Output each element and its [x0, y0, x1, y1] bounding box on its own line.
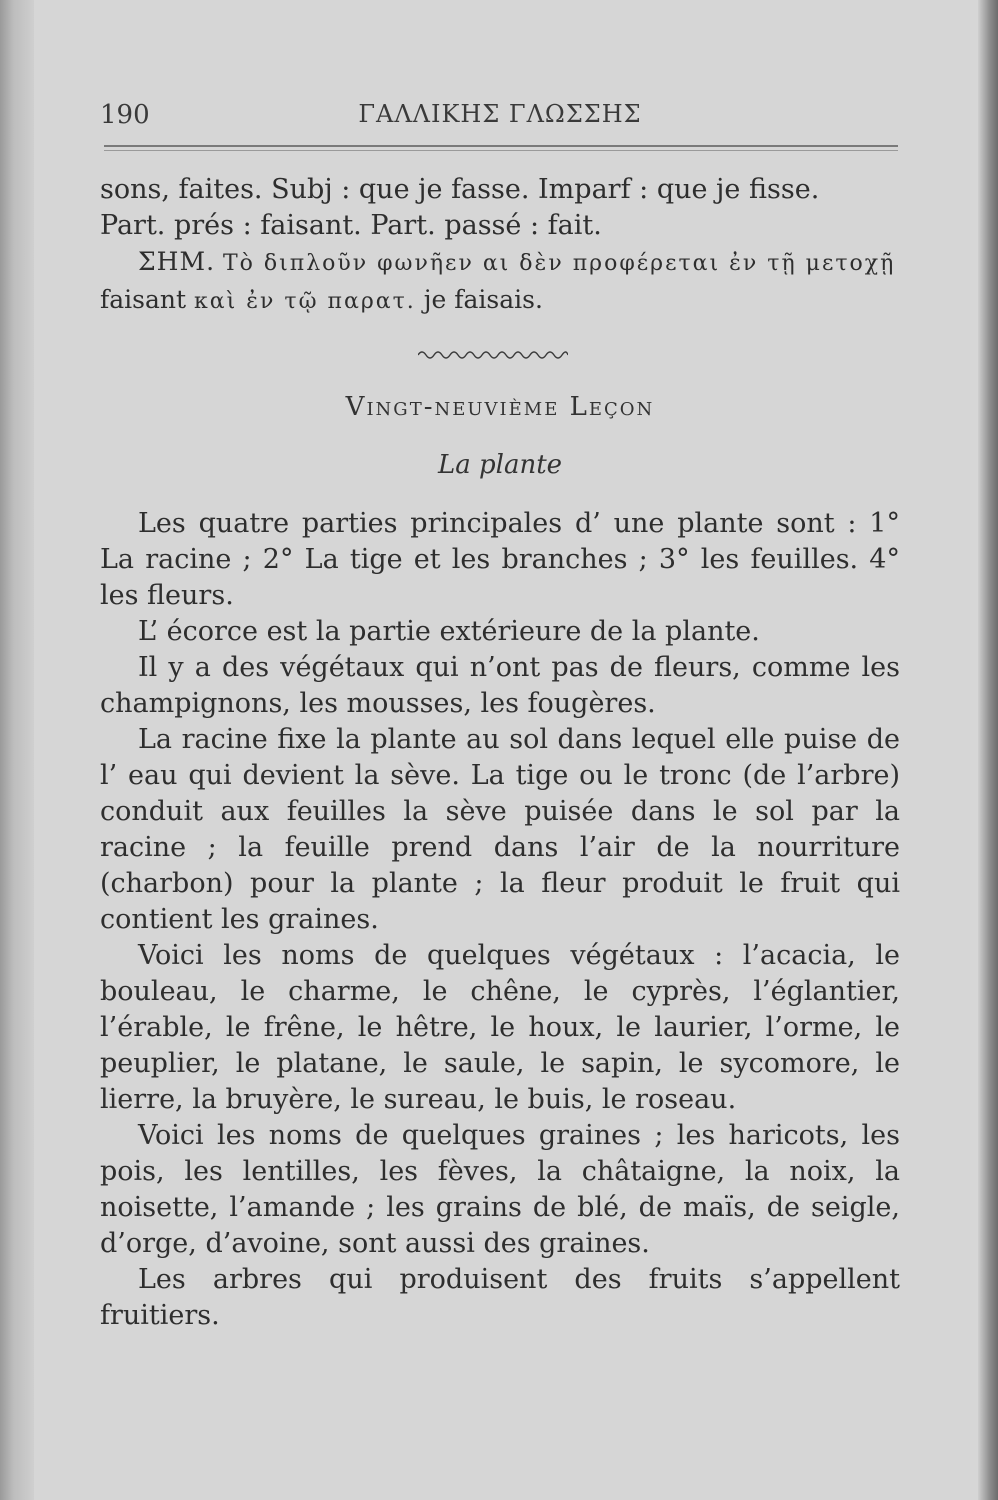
- running-title: ΓΑΛΛΙΚΗΣ ΓΛΩΣΣΗΣ: [358, 100, 642, 128]
- note-french-end: je faisais.: [423, 285, 543, 314]
- paragraph-bark: L’ écorce est la partie extérieure de la plante.: [138, 616, 760, 647]
- header-rule: [104, 145, 898, 147]
- paragraph-plant-names: Voici les noms de quelques végétaux : l’acacia, le bouleau, le charme, le chêne, le cyprès, l’églantier, l’érable, le frêne, le hêtre, le houx, le laurier, l’orme, le peuplier, le platane, le saule, le sapin, le sycomore, le lierre, la bruyère, le sureau, le buis, le roseau.: [100, 940, 900, 1115]
- page-number: 190: [100, 100, 150, 130]
- note-line-1: [100, 244, 900, 282]
- lesson-subtitle: La plante: [437, 450, 563, 480]
- paragraph-flowerless: Il y a des végétaux qui n’ont pas de fleurs, comme les champignons, les mousses, les fougères.: [100, 652, 900, 719]
- header-rule-thin: [104, 150, 898, 151]
- paragraph-parts-of-plant: Les quatre parties principales d’ une plante sont : 1° La racine ; 2° La tige et les branches ; 3° les feuilles. 4° les fleurs.: [100, 508, 900, 611]
- page-header: [100, 100, 900, 140]
- lesson-body: [100, 506, 900, 1334]
- paragraph-seed-names: Voici les noms de quelques graines ; les haricots, les pois, les lentilles, les fèves, la châtaigne, la noix, la noisette, l’amande ; les grains de blé, de maïs, de seigle, d’orge, d’avoine, sont aussi des graines.: [100, 1120, 900, 1259]
- note-label: ΣΗΜ.: [138, 247, 216, 276]
- conjugation-line-1: sons, faites. Subj : que je fasse. Imparf : que je fisse.: [100, 174, 820, 205]
- note-greek-text-2: καὶ ἐν τῷ παρατ.: [194, 289, 416, 314]
- lesson-title: Vingt-neuvième Leçon: [345, 392, 655, 422]
- note-greek-text: Τὸ διπλοῦν φωνῆεν αι δὲν προφέρεται ἐν τῇ μετοχῇ: [222, 251, 896, 276]
- book-gutter: [0, 0, 34, 1500]
- conjugation-line-2: Part. prés : faisant. Part. passé : fait.: [100, 210, 602, 241]
- paragraph-roots-and-sap: La racine fixe la plante au sol dans lequel elle puise de l’ eau qui devient la sève. La tige ou le tronc (de l’arbre) conduit aux feuilles la sève puisée dans le sol par la racine ; la feuille prend dans l’air de la nourriture (charbon) pour la plante ; la fleur produit le fruit qui contient les graines.: [100, 724, 900, 935]
- page-edge: [978, 0, 998, 1500]
- note-french-word: faisant: [100, 285, 187, 314]
- ornament-wave-divider: [418, 348, 568, 362]
- continued-text: [100, 172, 900, 320]
- paragraph-fruit-trees: Les arbres qui produisent des fruits s’appellent fruitiers.: [100, 1264, 900, 1331]
- note-line-2: [100, 282, 900, 320]
